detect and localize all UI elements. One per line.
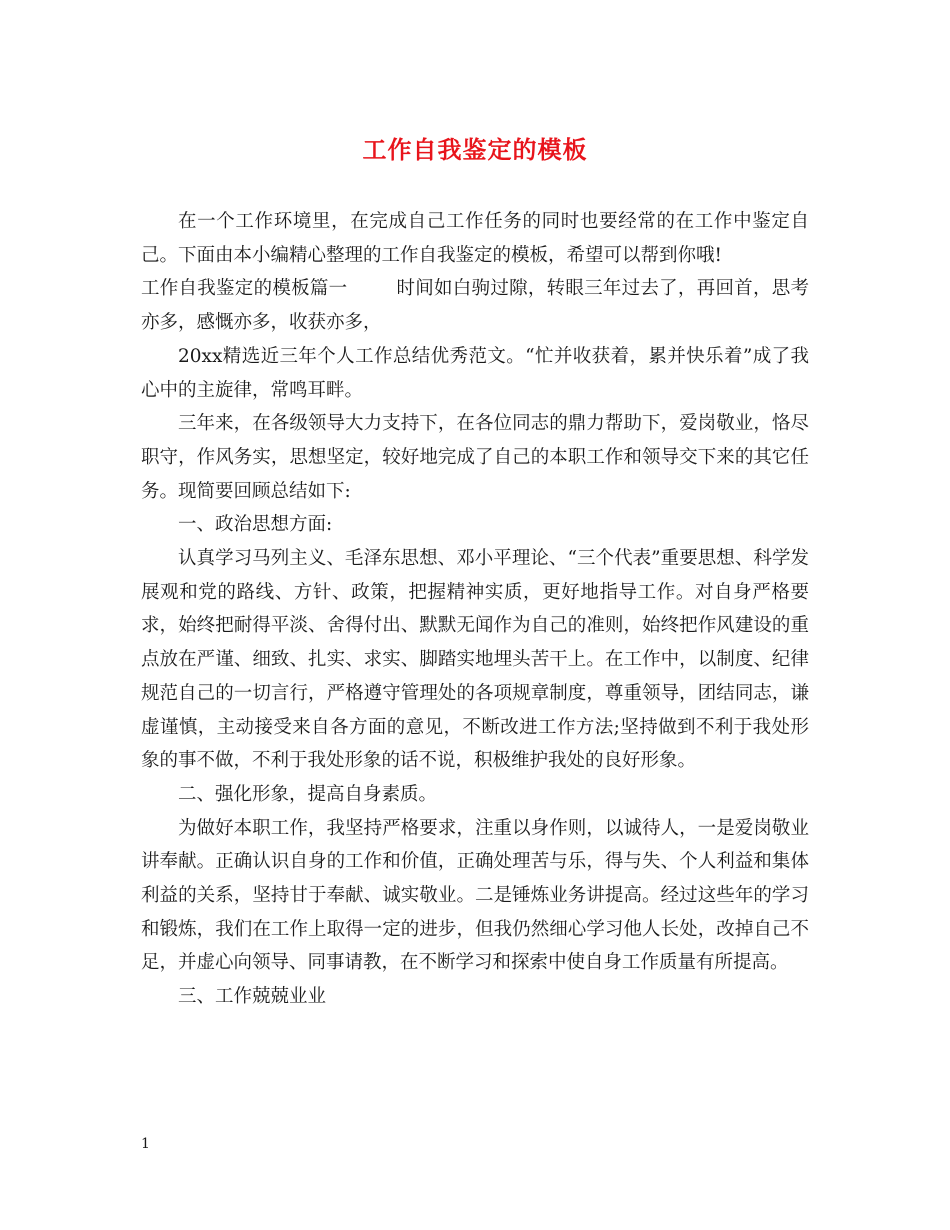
section-one-text: 时间如白驹过隙，转眼三年过去了，再回首，思考亦多，感慨亦多，收获亦多， — [141, 278, 809, 334]
paragraph-three-years: 三年来，在各级领导大力支持下，在各位同志的鼎力帮助下，爱岗敬业，恪尽职守，作风务实，思想坚定，较好地完成了自己的本职工作和领导交下来的其它任务。现简要回顾总结如下: — [141, 413, 809, 502]
paragraph-summary-intro: 20xx精选近三年个人工作总结优秀范文。“忙并收获着，累并快乐着”成了我心中的主旋律，常鸣耳畔。 — [141, 345, 809, 401]
heading-image: 二、强化形象，提高自身素质。 — [178, 783, 438, 805]
page-number: 1 — [141, 1136, 150, 1152]
paragraph-political: 认真学习马列主义、毛泽东思想、邓小平理论、“三个代表”重要思想、科学发展观和党的路线、方针、政策，把握精神实质，更好地指导工作。对自身严格要求，始终把耐得平淡、舍得付出、默默无闻作为自己的准则，始终把作风建设的重点放在严谨、细致、扎实、求实、脚踏实地埋头苦干上。在工作中，以制度、纪律规范自己的一切言行，严格遵守管理处的各项规章制度，尊重领导，团结同志，谦虚谨慎，主动接受来自各方面的意见，不断改进工作方法;坚持做到不利于我处形象的事不做，不利于我处形象的话不说，积极维护我处的良好形象。 — [141, 548, 809, 772]
heading-diligence: 三、工作兢兢业业 — [178, 986, 327, 1008]
document-title: 工作自我鉴定的模板 — [362, 135, 588, 164]
intro-paragraph: 在一个工作环境里，在完成自己工作任务的同时也要经常的在工作中鉴定自己。下面由本小编精心整理的工作自我鉴定的模板，希望可以帮到你哦! — [141, 211, 809, 266]
heading-political: 一、政治思想方面: — [178, 514, 333, 536]
paragraph-image: 为做好本职工作，我坚持严格要求，注重以身作则，以诚待人，一是爱岗敬业讲奉献。正确认识自身的工作和价值，正确处理苦与乐，得与失、个人利益和集体利益的关系，坚持甘于奉献、诚实敬业。二是锤炼业务讲提高。经过这些年的学习和锻炼，我们在工作上取得一定的进步，但我仍然细心学习他人长处，改掉自己不足，并虚心向领导、同事请教，在不断学习和探索中使自身工作质量有所提高。 — [141, 817, 809, 974]
section-one-spacer — [347, 278, 396, 299]
section-one-lead: 工作自我鉴定的模板篇一 — [141, 278, 348, 300]
document-body — [141, 205, 809, 1014]
section-one-paragraph — [141, 272, 809, 339]
